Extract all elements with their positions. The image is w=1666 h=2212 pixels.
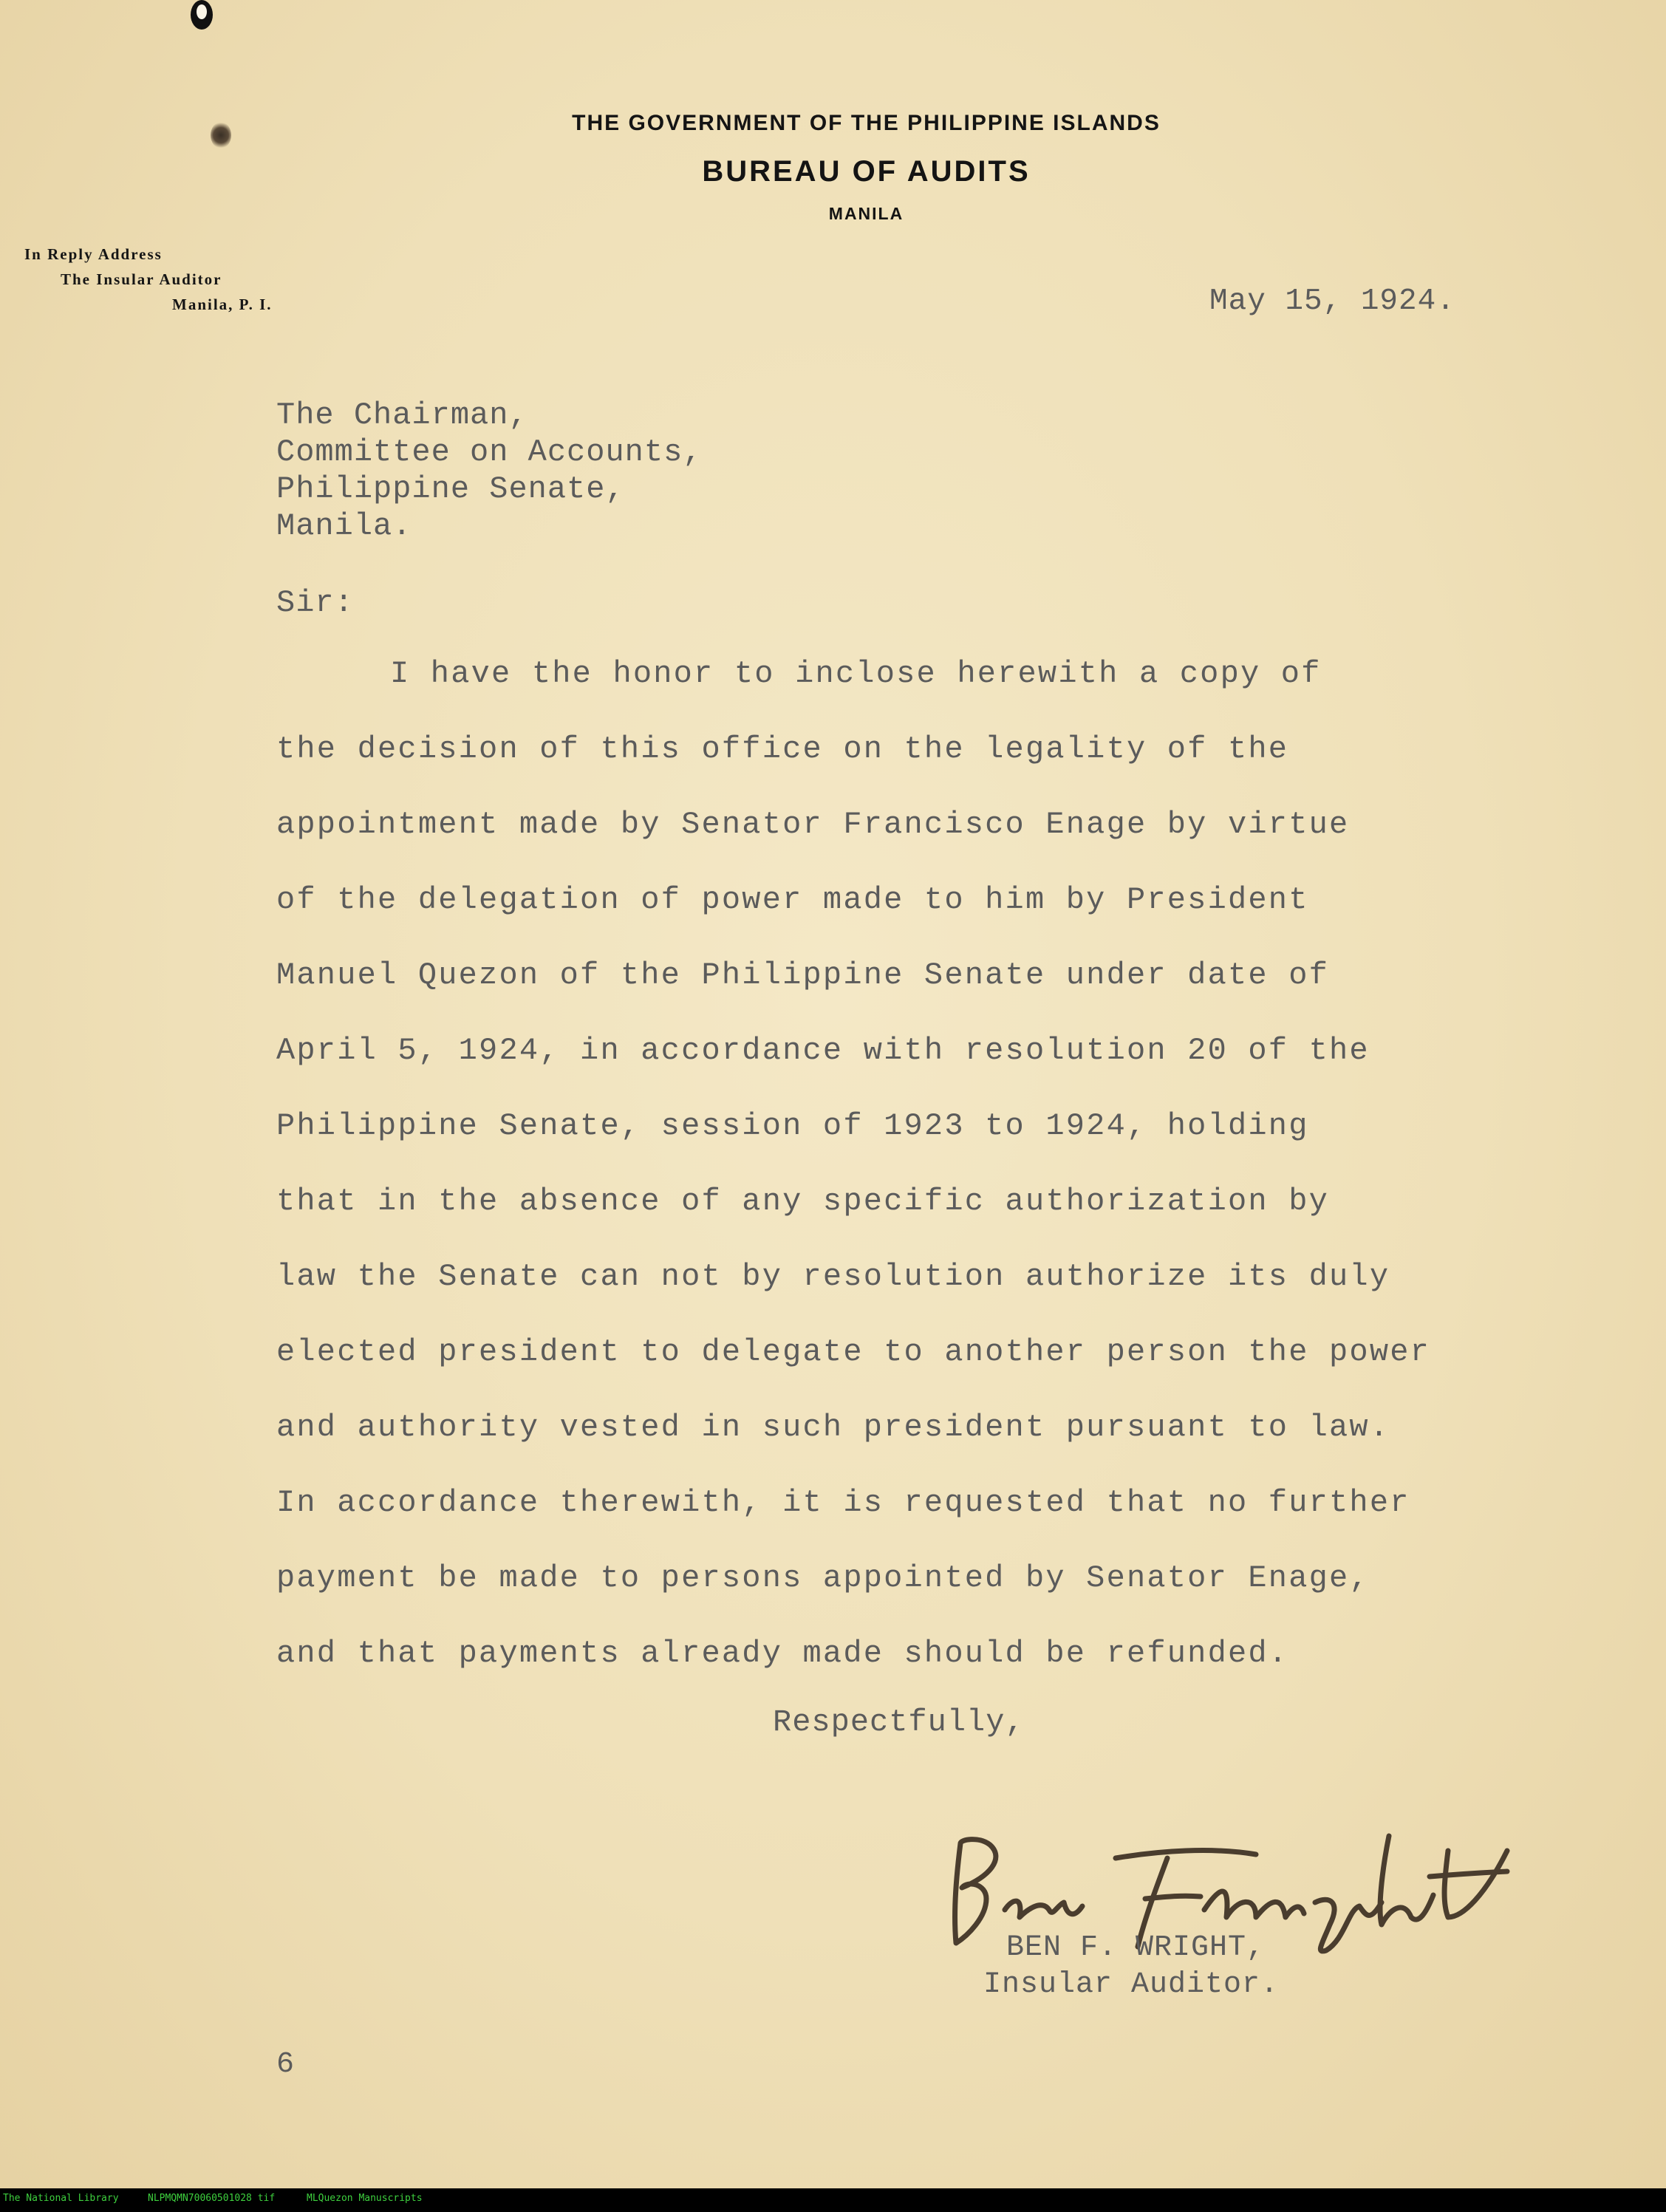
body-line: elected president to delegate to another person the power: [276, 1334, 1431, 1370]
closing: Respectfully,: [773, 1704, 1025, 1740]
recipient-line-4: Manila.: [276, 508, 412, 544]
letterhead-government: THE GOVERNMENT OF THE PHILIPPINE ISLANDS: [572, 111, 1161, 135]
letterhead-city: MANILA: [828, 204, 904, 223]
reply-address-line-2: The Insular Auditor: [61, 270, 222, 288]
body-line: In accordance therewith, it is requested that no further: [276, 1485, 1410, 1520]
body-line: I have the honor to inclose herewith a copy of: [390, 656, 1322, 692]
reply-address-line-3: Manila, P. I.: [172, 296, 273, 313]
punch-hole: [191, 0, 213, 30]
salutation: Sir:: [276, 585, 354, 621]
recipient-line-3: Philippine Senate,: [276, 471, 625, 507]
body-line: April 5, 1924, in accordance with resolution 20 of the: [276, 1033, 1370, 1068]
body-line: payment be made to persons appointed by Senator Enage,: [276, 1560, 1370, 1596]
signatory-name: BEN F. WRIGHT,: [1006, 1931, 1266, 1964]
body-line: that in the absence of any specific authorization by: [276, 1184, 1330, 1219]
footer-file-id: NLPMQMN70060501028 tif: [148, 2193, 276, 2204]
signatory-title: Insular Auditor.: [983, 1968, 1280, 2001]
recipient-line-2: Committee on Accounts,: [276, 434, 703, 470]
body-line: and authority vested in such president pursuant to law.: [276, 1410, 1390, 1445]
body-line: and that payments already made should be refunded.: [276, 1636, 1289, 1671]
body-line: of the delegation of power made to him by President: [276, 882, 1309, 918]
body-line: Philippine Senate, session of 1923 to 1924, holding: [276, 1108, 1309, 1144]
page-number: 6: [276, 2048, 296, 2081]
footer-library: The National Library: [3, 2193, 119, 2204]
archive-footer: [0, 2188, 1666, 2212]
recipient-line-1: The Chairman,: [276, 397, 528, 433]
letterhead-bureau: BUREAU OF AUDITS: [702, 155, 1031, 188]
letter-date: May 15, 1924.: [1209, 284, 1455, 318]
body-line: law the Senate can not by resolution authorize its duly: [276, 1259, 1390, 1294]
footer-collection: MLQuezon Manuscripts: [307, 2193, 423, 2204]
body-line: Manuel Quezon of the Philippine Senate under date of: [276, 957, 1330, 993]
body-line: the decision of this office on the legality of the: [276, 731, 1289, 767]
body-line: appointment made by Senator Francisco Enage by virtue: [276, 807, 1350, 842]
reply-address-line-1: In Reply Address: [24, 245, 163, 263]
